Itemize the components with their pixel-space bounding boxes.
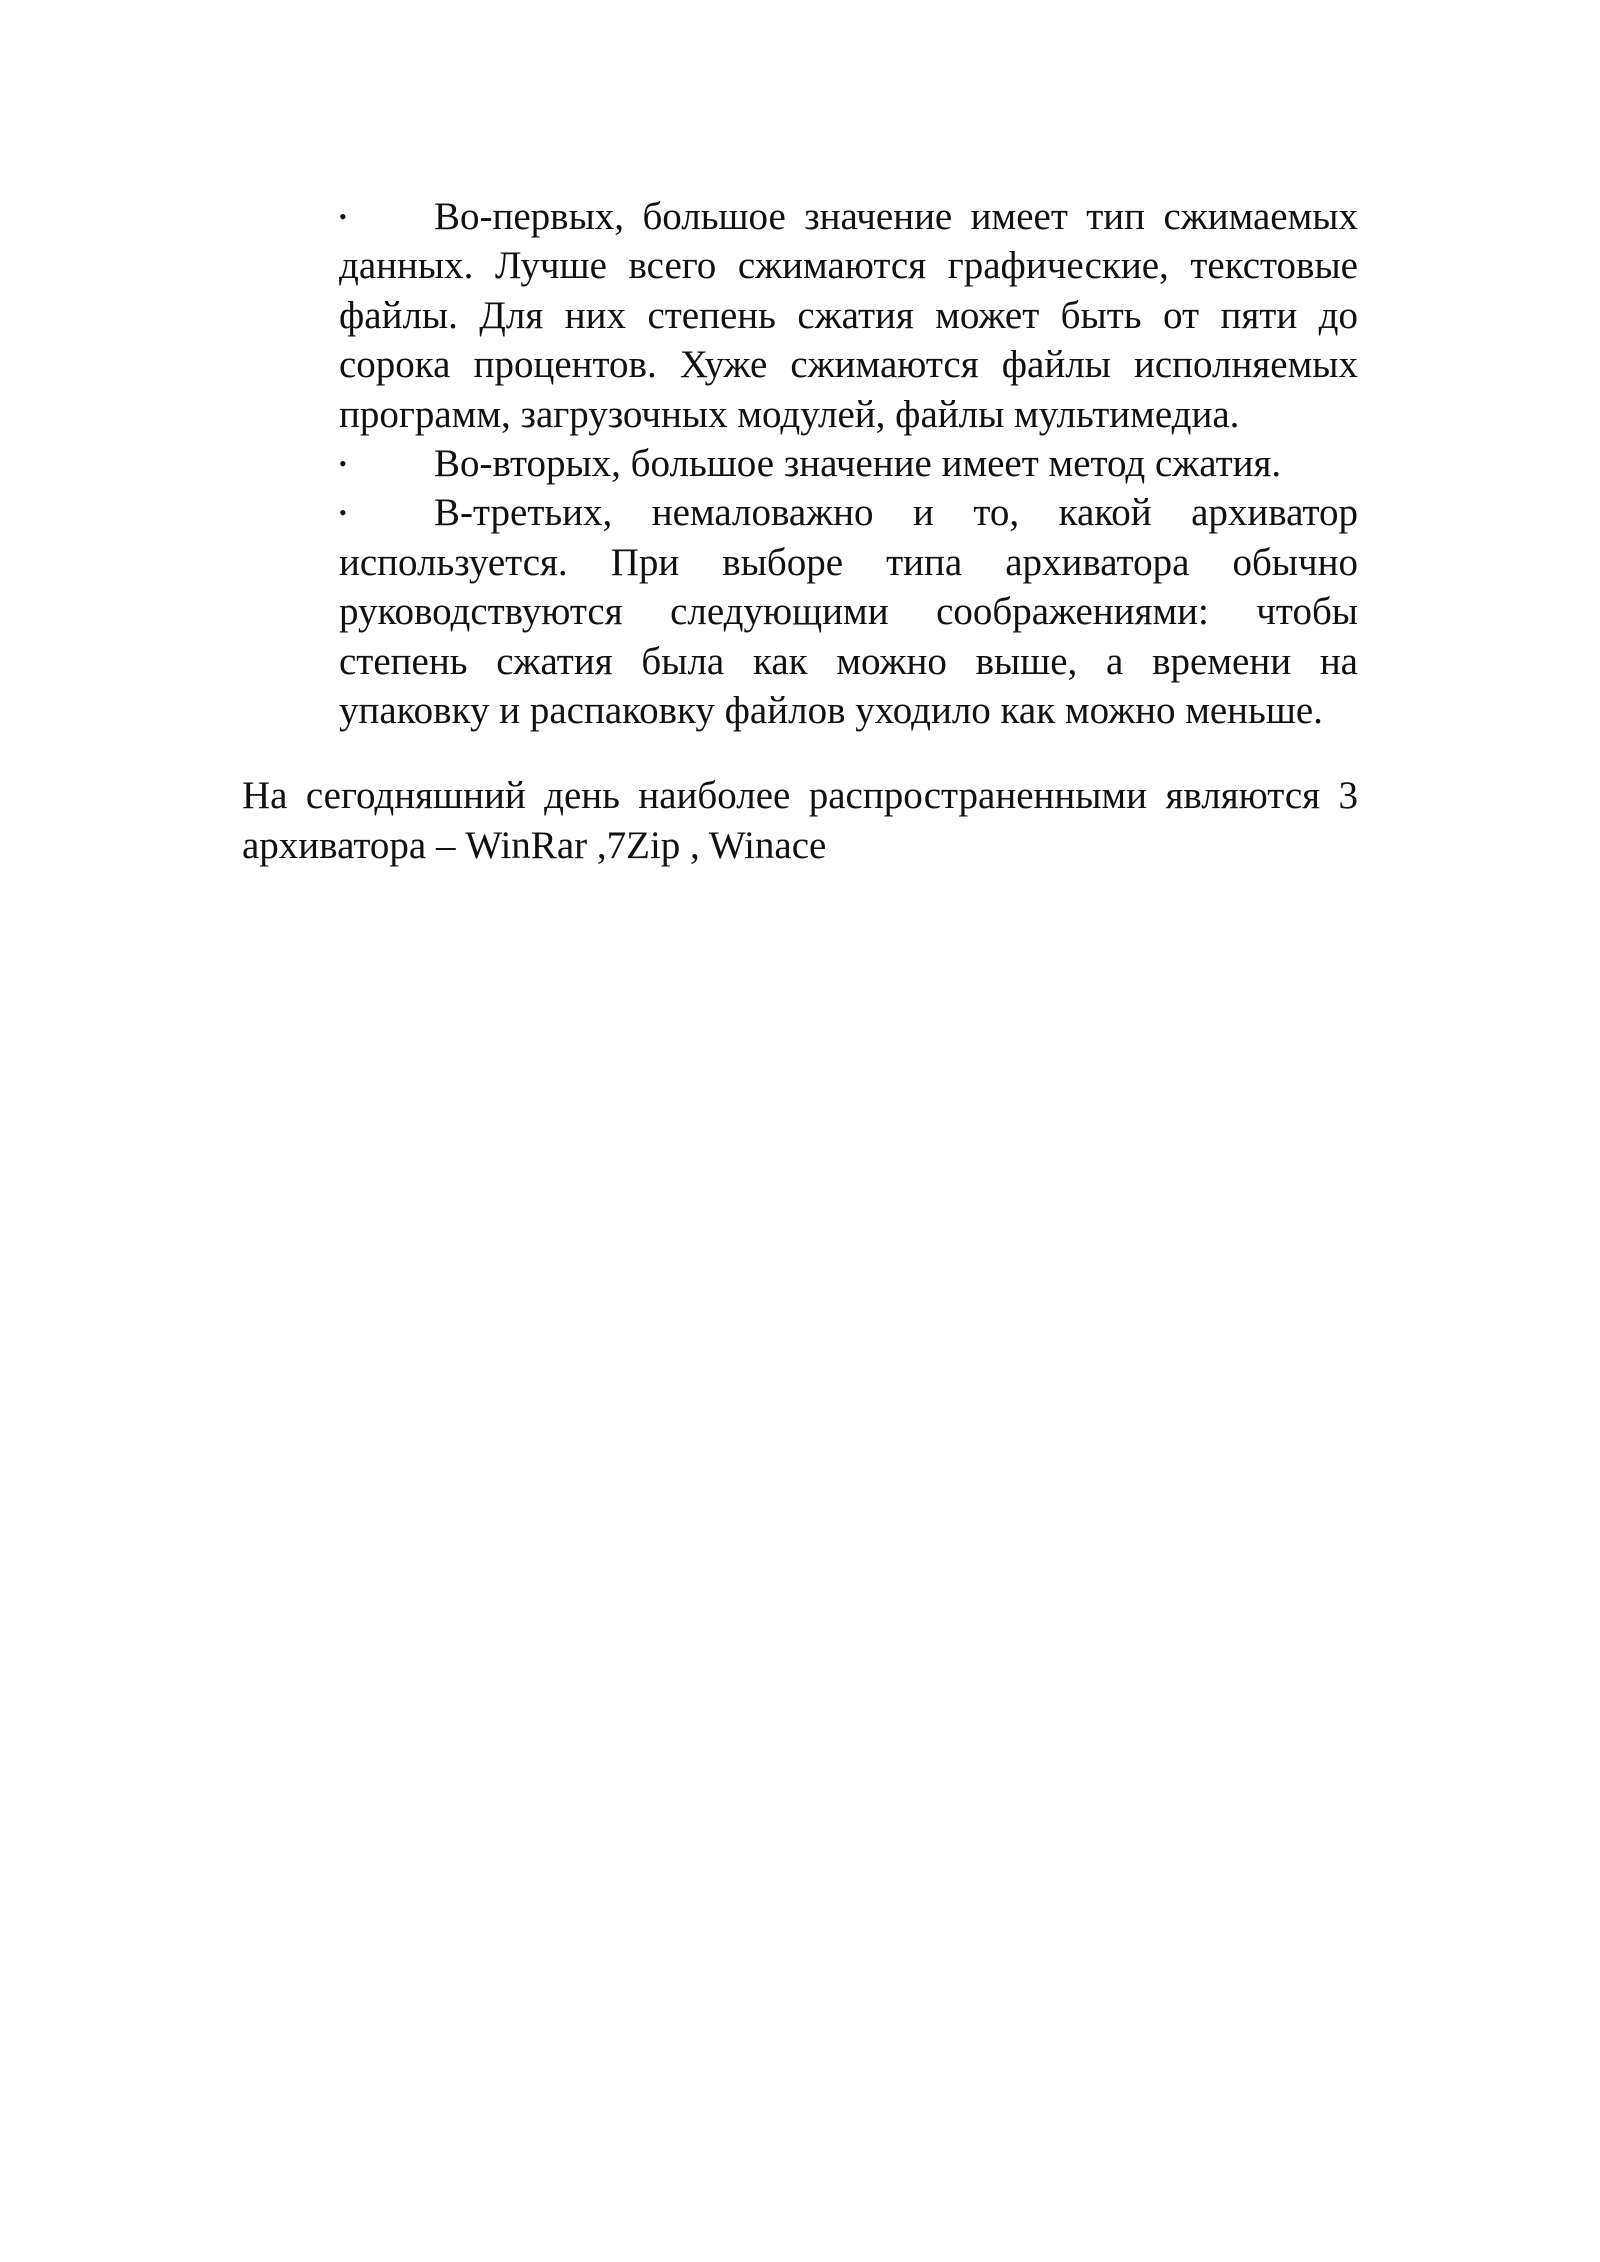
- body-paragraph: На сегодняшний день наиболее распространенными являются 3 архиватора – WinRar ,7Zip , Winace: [242, 774, 1358, 867]
- list-item-text: Во-вторых, большое значение имеет метод сжатия.: [434, 442, 1282, 486]
- document-body: [242, 192, 1358, 870]
- list-item: [339, 439, 1358, 488]
- bullet-icon: •: [339, 451, 347, 477]
- list-item: [339, 192, 1358, 439]
- bullet-list: [339, 192, 1358, 735]
- bullet-icon: •: [339, 204, 347, 229]
- list-item-text: Во-первых, большое значение имеет тип сжимаемых данных. Лучше всего сжимаются графические, текстовые файлы. Для них степень сжатия может быть от пяти до сорока процентов. Хуже сжимаются файлы исполняемых программ, загрузочных модулей, файлы мультимедиа.: [339, 195, 1358, 436]
- bullet-icon: •: [339, 500, 347, 526]
- list-item: [339, 488, 1358, 735]
- list-item-text: В-третьих, немаловажно и то, какой архиватор используется. При выборе типа архиватора обычно руководствуются следующими соображениями: чтобы степень сжатия была как можно выше, а времени на упаковку и распаковку файлов уходило как можно меньше.: [339, 491, 1358, 733]
